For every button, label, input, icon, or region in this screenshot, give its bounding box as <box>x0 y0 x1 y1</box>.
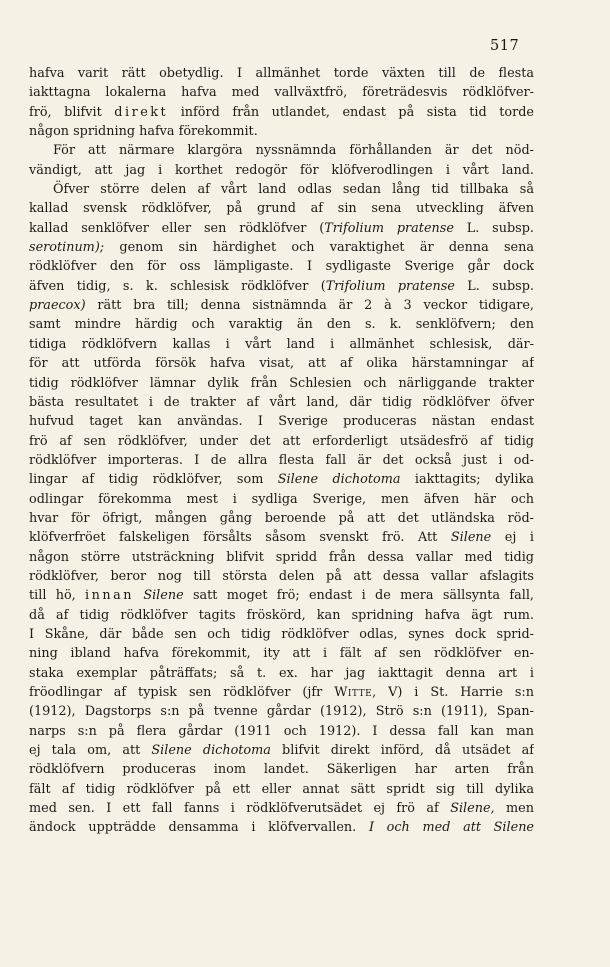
page-number: 517 <box>490 38 520 54</box>
text-segment: men <box>494 801 534 817</box>
text-line <box>29 122 534 141</box>
text-segment: införd från utlandet, endast på sista tid torde <box>168 104 534 120</box>
text-segment-italic: I och med att Silene <box>368 820 534 836</box>
text-line <box>29 103 534 122</box>
text-line <box>29 335 534 354</box>
text-segment: rödklöfvern produceras inom landet. Säkerligen har arten från <box>29 762 534 778</box>
text-line <box>29 219 534 238</box>
text-line <box>29 606 534 625</box>
text-segment <box>134 588 143 603</box>
text-line <box>29 818 534 837</box>
text-line <box>29 470 534 489</box>
text-segment-smallcaps: Witte <box>334 685 373 700</box>
text-segment: rödklöfver, beror nog till största delen på att dessa vallar afslagits <box>29 568 534 584</box>
text-segment-italic: praecox) <box>29 298 86 314</box>
text-segment: någon spridning hafva förekommit. <box>29 124 258 140</box>
text-segment: för att utförda försök hafva visat, att af olika härstamningar af <box>29 356 534 372</box>
text-segment: då af tidig rödklöfver tagits fröskörd, kan spridning hafva ägt rum. <box>29 607 534 623</box>
text-segment: iakttagits; dylika <box>400 472 534 488</box>
text-line <box>29 141 534 160</box>
text-segment: bästa resultatet i de trakter af vårt land, där tidig rödklöfver öfver <box>29 394 534 410</box>
text-line <box>29 83 534 102</box>
text-segment: kallad senklöfver eller sen rödklöfver ( <box>29 220 325 236</box>
text-segment: genom sin härdighet och varaktighet är denna sena <box>119 240 534 256</box>
text-segment: satt moget frö; endast i de mera sällsynta fall, <box>183 588 534 604</box>
text-segment-italic: Silene <box>450 530 492 546</box>
text-segment-italic: Silene, <box>450 801 495 817</box>
text-segment: tidig rödklöfver lämnar dylik från Schlesien och närliggande trakter <box>29 375 534 391</box>
text-segment-italic: Trifolium pratense <box>325 278 455 294</box>
text-segment-spaced: direkt <box>114 104 169 120</box>
text-segment: rätt bra till; denna sistnämnda är 2 à 3 veckor tidigare, <box>85 298 534 314</box>
text-segment: hafva varit rätt obetydlig. I allmänhet torde växten till de flesta <box>29 66 534 81</box>
text-line <box>29 180 534 199</box>
text-segment-italic: Silene <box>143 588 184 604</box>
text-segment: blifvit direkt införd, då utsädet af <box>270 743 534 759</box>
text-segment: frö af sen rödklöfver, under det att erforderligt utsädesfrö af tidig <box>29 433 534 449</box>
text-segment: kallad svensk rödklöfver, på grund af sin sena utveckling äfven <box>29 201 534 217</box>
text-line <box>29 780 534 799</box>
text-segment: hvar för öfrigt, mången gång beroende på att det utländska röd- <box>29 510 534 526</box>
text-segment: någon större utsträckning blifvit spridd från dessa vallar med tidig <box>29 549 534 565</box>
text-segment: iakttagna lokalerna hafva med vallväxtfrö, företrädesvis rödklöfver- <box>29 85 534 101</box>
text-segment: staka exemplar påträffats; så t. ex. har jag iakttagit denna art i <box>29 665 534 681</box>
text-segment: fröodlingar af typisk sen rödklöfver (jfr <box>29 685 335 700</box>
text-segment: äfven tidig, s. k. schlesisk rödklöfver ( <box>29 278 326 294</box>
text-segment: frö, blifvit <box>29 104 115 120</box>
text-line <box>29 567 534 586</box>
text-segment: till hö, <box>29 588 86 604</box>
body-text <box>29 64 534 838</box>
text-line <box>29 741 534 760</box>
text-segment: ändock uppträdde densamma i klöfvervallen. <box>29 820 369 836</box>
text-segment-italic: Trifolium pratense <box>324 220 454 236</box>
text-segment: odlingar förekomma mest i sydliga Sverige, men äfven här och <box>29 491 534 507</box>
text-segment: rödklöfver den för oss lämpligaste. I sydligaste Sverige går dock <box>29 259 534 275</box>
text-line <box>29 509 534 528</box>
text-line <box>29 412 534 431</box>
text-line <box>29 277 534 296</box>
text-line <box>29 586 534 605</box>
text-line <box>29 451 534 470</box>
text-line <box>29 315 534 334</box>
text-segment: tidiga rödklöfvern kallas i vårt land i allmänhet schlesisk, där- <box>29 336 534 352</box>
text-line <box>29 161 534 180</box>
text-line <box>29 490 534 509</box>
text-segment: rödklöfver importeras. I de allra flesta fall är det också just i od- <box>29 452 534 468</box>
text-segment-spaced: innan <box>85 588 134 604</box>
text-segment: Öfver större delen af vårt land odlas sedan lång tid tillbaka så <box>53 182 534 198</box>
text-segment: hufvud taget kan användas. I Sverige produceras nästan endast <box>29 414 534 430</box>
text-segment: med sen. I ett fall fanns i rödklöfverutsädet ej frö af <box>29 801 451 817</box>
text-segment: ej tala om, att <box>29 743 152 759</box>
text-line <box>29 528 534 547</box>
text-line <box>29 644 534 663</box>
text-line <box>29 799 534 818</box>
text-line <box>29 257 534 276</box>
text-line <box>29 760 534 779</box>
text-segment: lingar af tidig rödklöfver, som <box>29 472 278 488</box>
text-segment-italic: Silene dichotoma <box>277 472 401 488</box>
text-line <box>29 374 534 393</box>
text-segment: fält af tidig rödklöfver på ett eller annat sätt spridt sig till dylika <box>29 781 534 797</box>
text-line <box>29 722 534 741</box>
text-segment: L. subsp. <box>453 220 534 236</box>
text-line <box>29 683 534 702</box>
text-segment: vändigt, att jag i korthet redogör för klöfverodlingen i vårt land. <box>29 162 534 178</box>
text-segment: ning ibland hafva förekommit, ity att i fält af sen rödklöfver en- <box>29 646 534 662</box>
text-line <box>29 625 534 644</box>
text-line <box>29 702 534 721</box>
text-line <box>29 548 534 567</box>
text-line <box>29 238 534 257</box>
text-segment: samt mindre härdig och varaktig än den s. k. senklöfvern; den <box>29 317 534 333</box>
text-line <box>29 199 534 218</box>
text-segment: narps s:n på flera gårdar (1911 och 1912). I dessa fall kan man <box>29 723 534 739</box>
text-segment-italic: serotinum); <box>29 240 120 256</box>
text-segment-italic: Silene dichotoma <box>151 743 271 759</box>
text-segment: ej i <box>491 530 534 546</box>
text-segment: , V) i St. Harrie s:n <box>372 685 534 700</box>
text-line <box>29 354 534 373</box>
text-segment: L. subsp. <box>454 278 534 294</box>
text-line <box>29 432 534 451</box>
text-segment: I Skåne, där både sen och tidig rödklöfver odlas, synes dock sprid- <box>29 626 534 642</box>
text-segment: För att närmare klargöra nyssnämnda förhållanden är det nöd- <box>53 143 534 159</box>
text-line <box>29 664 534 683</box>
text-line <box>29 296 534 315</box>
text-segment: klöfverfröet falskeligen försålts såsom svenskt frö. Att <box>29 530 451 546</box>
text-segment: (1912), Dagstorps s:n på tvenne gårdar (1912), Strö s:n (1911), Span- <box>29 704 534 720</box>
text-line <box>29 393 534 412</box>
text-line <box>29 64 534 83</box>
